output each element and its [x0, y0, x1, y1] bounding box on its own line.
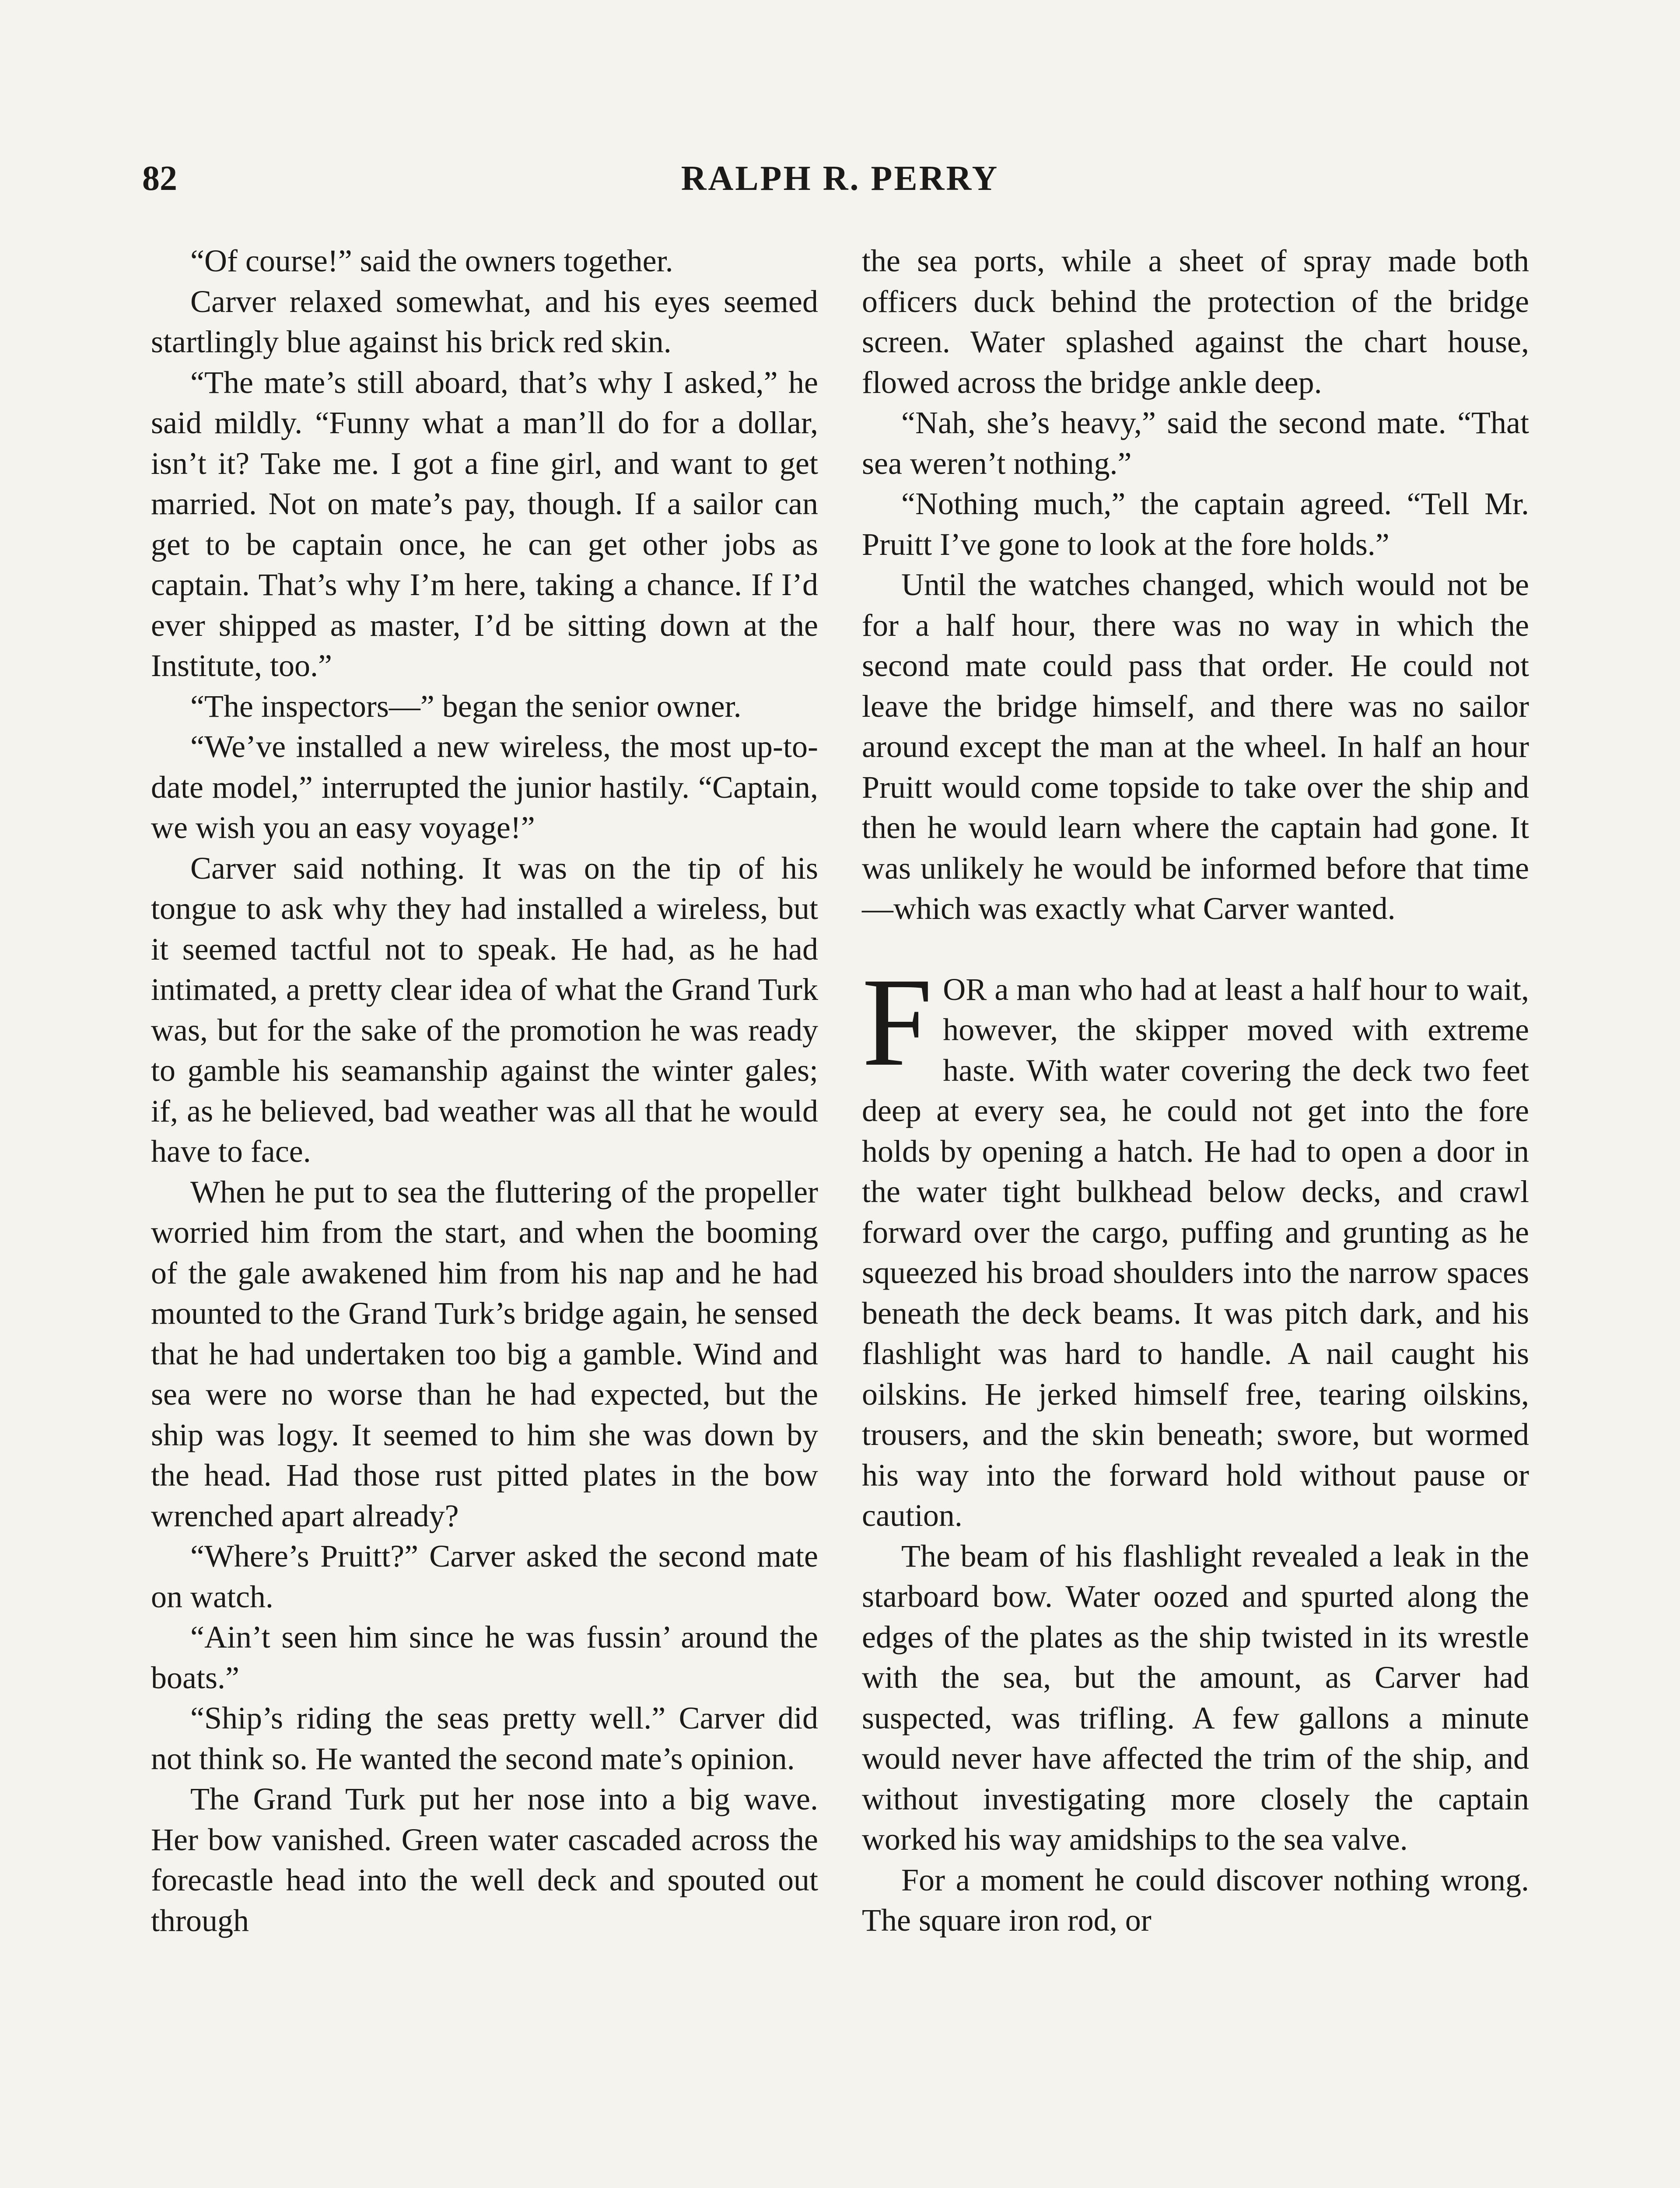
paragraph: “Of course!” said the owners together. — [190, 243, 673, 278]
section-text: a man who had at least a half hour to wait, however, the skipper moved with extreme haste. With water covering the deck two feet deep at every sea, he could not get into the fore holds by opening a hatch. He had to open a door in the water tight bulkhead below decks, and crawl forward over the cargo, puffing and grunting as he squeezed his broad shoulders into the narrow spaces beneath the deck beams. It was pitch dark, and his flashlight was hard to handle. A nail caught his oilskins. He jerked himself free, tearing oilskins, trousers, and the skin beneath; swore, but wormed his way into the forward hold without pause or caution. — [862, 971, 1529, 1533]
continued-paragraph: the sea ports, while a sheet of spray made both officers duck behind the protection of the bridge screen. Water splashed against the chart house, flowed across the bridge ankle deep. — [862, 243, 1529, 400]
paragraph: For a moment he could discover nothing wrong. The square iron rod, or — [862, 1862, 1529, 1938]
paragraph: “The inspectors—” began the senior owner. — [190, 688, 742, 724]
section-opening-paragraph — [862, 951, 1529, 1536]
paragraph: “Where’s Pruitt?” Carver asked the second mate on watch. — [151, 1539, 818, 1614]
paragraph: Until the watches changed, which would not be for a half hour, there was no way in which the second mate could pass that order. He could not leave the bridge himself, and there was no sailor around except the man at the wheel. In half an hour Pruitt would come topside to take over the ship and then he would learn where the captain had gone. It was unlikely he would be informed before that time—which was exactly what Carver wanted. — [862, 567, 1529, 926]
paragraph: “Nah, she’s heavy,” said the second mate. “That sea weren’t nothing.” — [862, 405, 1529, 481]
small-caps-lead: OR — [943, 971, 987, 1007]
paragraph: When he put to sea the fluttering of the propeller worried him from the start, and when the booming of the gale awakened him from his nap and he had mounted to the Grand Turk’s bridge again, he sensed that he had undertaken too big a gamble. Wind and sea were no worse than he had expected, but the ship was logy. It seemed to him she was down by the head. Had those rust pitted plates in the bow wrenched apart already? — [151, 1174, 818, 1533]
paragraph: “Nothing much,” the captain agreed. “Tell Mr. Pruitt I’ve gone to look at the fore holds.” — [862, 486, 1529, 562]
paragraph: Carver relaxed somewhat, and his eyes seemed startlingly blue against his brick red skin. — [151, 284, 818, 359]
drop-cap: F — [862, 951, 933, 1092]
paragraph: “Ain’t seen him since he was fussin’ around the boats.” — [151, 1620, 818, 1695]
right-column — [862, 241, 1529, 1941]
running-head: RALPH R. PERRY — [681, 159, 999, 198]
paragraph: The Grand Turk put her nose into a big wave. Her bow vanished. Green water cascaded across the forecastle head into the well deck and spouted out through — [151, 1781, 818, 1938]
paragraph: “Ship’s riding the seas pretty well.” Carver did not think so. He wanted the second mate’s opinion. — [151, 1701, 818, 1776]
page-number: 82 — [142, 159, 177, 198]
paragraph: “We’ve installed a new wireless, the most up-to-date model,” interrupted the junior hastily. “Captain, we wish you an easy voyage!” — [151, 729, 818, 845]
paragraph: The beam of his flashlight revealed a leak in the starboard bow. Water oozed and spurted along the edges of the plates as the ship twisted in its wrestle with the sea, but the amount, as Carver had suspected, was trifling. A few gallons a minute would never have affected the trim of the ship, and without investigating more closely the captain worked his way amidships to the sea valve. — [862, 1538, 1529, 1857]
paragraph: “The mate’s still aboard, that’s why I asked,” he said mildly. “Funny what a man’ll do for a dollar, isn’t it? Take me. I got a fine girl, and want to get married. Not on mate’s pay, though. If a sailor can get to be captain once, he can get other jobs as captain. That’s why I’m here, taking a chance. If I’d ever shipped as master, I’d be sitting down at the Institute, too.” — [151, 365, 818, 683]
paragraph: Carver said nothing. It was on the tip of his tongue to ask why they had installed a wireless, but it seemed tactful not to speak. He had, as he had intimated, a pretty clear idea of what the Grand Turk was, but for the sake of the promotion he was ready to gamble his seamanship against the winter gales; if, as he believed, bad weather was all that he would have to face. — [151, 850, 818, 1169]
left-column — [151, 241, 818, 1941]
